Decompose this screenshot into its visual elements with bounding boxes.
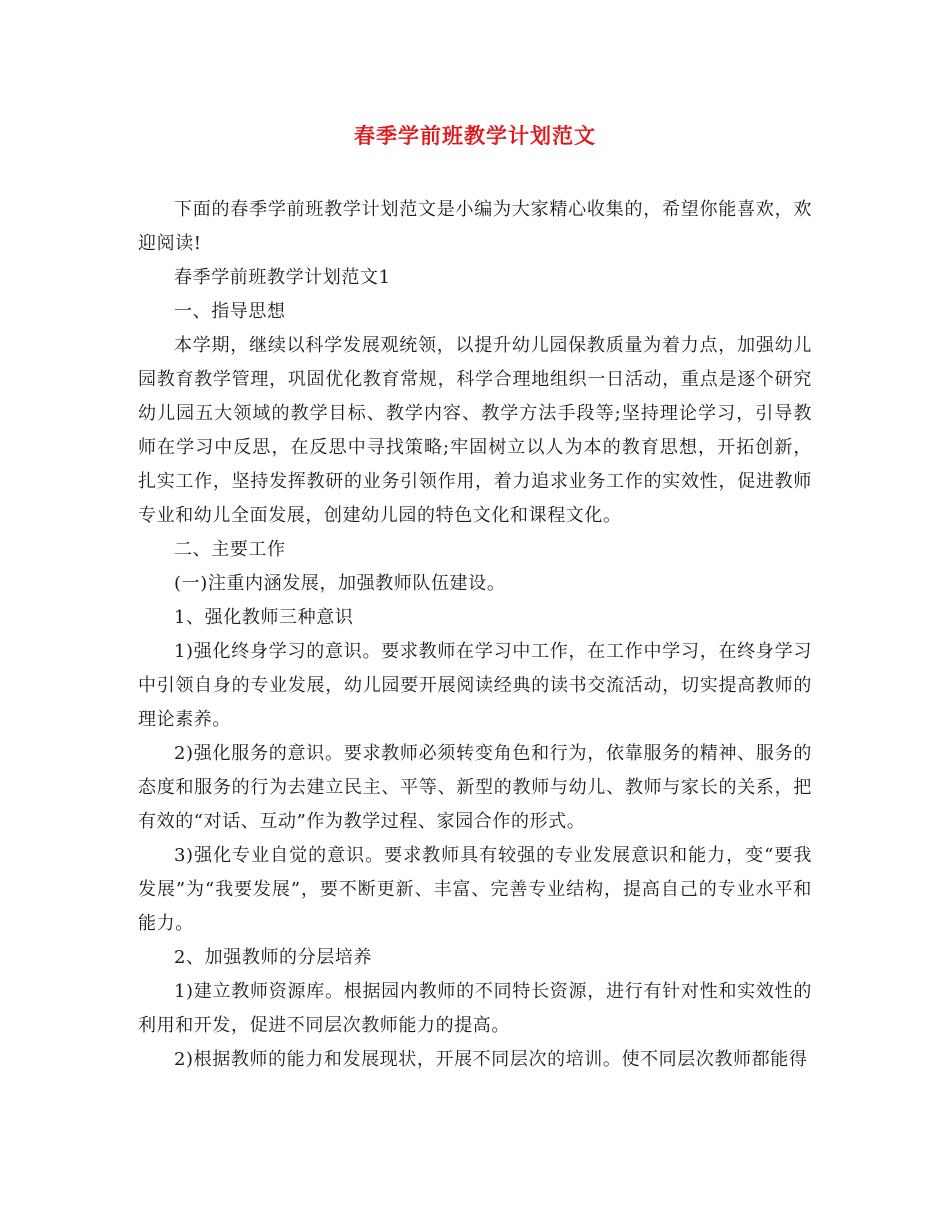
body-paragraph: 2)根据教师的能力和发展现状，开展不同层次的培训。使不同层次教师都能得 bbox=[174, 1049, 808, 1070]
body-paragraph: 3)强化专业自觉的意识。要求教师具有较强的专业发展意识和能力，变“要我发展”为“我要发展”，要不断更新、丰富、完善专业结构，提高自己的专业水平和能力。 bbox=[138, 845, 812, 934]
body-paragraph: 1)建立教师资源库。根据园内教师的不同特长资源，进行有针对性和实效性的利用和开发，促进不同层次教师能力的提高。 bbox=[138, 981, 812, 1036]
body-paragraph: 本学期，继续以科学发展观统领，以提升幼儿园保教质量为着力点，加强幼儿园教育教学管理，巩固优化教育常规，科学合理地组织一日活动，重点是逐个研究幼儿园五大领域的教学目标、教学内容、教学方法手段等;坚持理论学习，引导教师在学习中反思，在反思中寻找策略;牢固树立以人为本的教育思想，开拓创新，扎实工作，坚持发挥教研的业务引领作用，着力追求业务工作的实效性，促进教师专业和幼儿全面发展，创建幼儿园的特色文化和课程文化。 bbox=[138, 335, 812, 526]
document-title: 春季学前班教学计划范文 bbox=[354, 123, 596, 148]
section-heading: 二、主要工作 bbox=[174, 539, 286, 560]
section-heading: 一、指导思想 bbox=[174, 301, 286, 322]
item-heading: 2、加强教师的分层培养 bbox=[174, 947, 373, 968]
subsection-heading: (一)注重内涵发展，加强教师队伍建设。 bbox=[174, 573, 506, 594]
body-paragraph: 2)强化服务的意识。要求教师必须转变角色和行为，依靠服务的精神、服务的态度和服务的行为去建立民主、平等、新型的教师与幼儿、教师与家长的关系，把有效的“对话、互动”作为教学过程、家园合作的形式。 bbox=[138, 743, 812, 832]
body-paragraph: 1)强化终身学习的意识。要求教师在学习中工作，在工作中学习，在终身学习中引领自身的专业发展，幼儿园要开展阅读经典的读书交流活动，切实提高教师的理论素养。 bbox=[138, 641, 812, 730]
document-page bbox=[138, 118, 812, 1077]
intro-paragraph: 下面的春季学前班教学计划范文是小编为大家精心收集的，希望你能喜欢，欢迎阅读! bbox=[138, 199, 812, 254]
section-subtitle: 春季学前班教学计划范文1 bbox=[174, 267, 391, 288]
item-heading: 1、强化教师三种意识 bbox=[174, 607, 354, 628]
